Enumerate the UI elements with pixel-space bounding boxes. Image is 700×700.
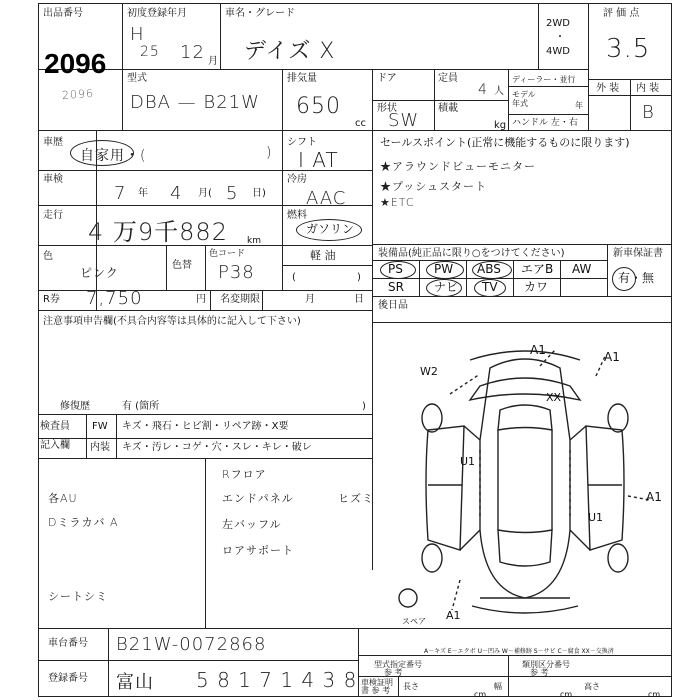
reg-year-value: 25 <box>140 44 160 60</box>
equip-abs-circle <box>472 261 512 279</box>
mileage-label: 走行 <box>43 210 63 221</box>
displacement-unit: cc <box>355 118 366 129</box>
repair-label: 修復歴 <box>60 401 90 412</box>
length-label: 長さ <box>403 682 419 691</box>
sales-points-label: セールスポイント(正常に機能するものに限ります) <box>380 136 630 149</box>
mark-u1-left: U1 <box>460 455 476 468</box>
handle-label: ハンドル 左・右 <box>512 118 578 128</box>
inspection-day: 5 <box>226 183 239 204</box>
model-value: デイズ X <box>244 39 336 64</box>
plate-label: 登録番号 <box>48 673 88 684</box>
height-label: 高さ <box>584 682 600 691</box>
equipment-label: 装備品(純正品に限り○をつけてください) <box>378 248 565 259</box>
color-code-value: P38 <box>218 262 255 283</box>
mark-xx: XX <box>546 391 562 404</box>
inspection-day-unit: 日) <box>252 188 266 199</box>
equip-pw-circle <box>426 261 464 279</box>
equip-sr: SR <box>388 280 404 294</box>
load-label: 積載 <box>438 103 458 114</box>
color-swap-label: 色替 <box>172 260 192 271</box>
height-unit: cm <box>648 690 661 699</box>
capacity-unit: 人 <box>494 86 504 97</box>
ac-label: 冷房 <box>287 174 307 185</box>
usage-value: 自家用・( <box>80 148 147 164</box>
type-designation-sub: 参 考 <box>384 668 403 677</box>
recycle-value: 7,750 <box>86 288 143 309</box>
fuel-value: ガソリン <box>306 222 355 236</box>
comment-side: ヒズミ <box>338 492 374 505</box>
chassis-label: 車台番号 <box>48 638 88 649</box>
fw-items: キズ・飛石・ヒビ割・リペア跡・X要 <box>122 421 289 432</box>
usage-label: 車歴 <box>43 137 63 148</box>
interior-items: キズ・汚レ・コゲ・穴・スレ・キレ・破レ <box>122 442 312 453</box>
equip-airbag: エアB <box>521 262 554 276</box>
shift-value: I AT <box>298 148 339 172</box>
mark-a1-right: A1 <box>646 490 662 504</box>
usage-close: ) <box>266 145 273 161</box>
inspector-label: 検査員 <box>40 421 70 432</box>
plate-number: 5 8 1 7 1 4 3 8 <box>196 668 358 692</box>
warranty-circle <box>612 267 636 291</box>
drive-4wd: 4WD <box>546 46 570 57</box>
comment-right-4: ロアサポート <box>222 544 294 557</box>
mark-w2: W2 <box>420 365 438 378</box>
reg-month-unit: 月 <box>208 56 218 67</box>
lot-number-faint: 2096 <box>61 86 95 103</box>
length-unit: cm <box>474 690 487 699</box>
lot-number-label: 出品番号 <box>43 8 83 19</box>
interior-grade: B <box>642 102 655 123</box>
equip-ps: PS <box>388 262 403 276</box>
equip-ps-circle <box>380 261 416 279</box>
comment-right-3: 左バッフル <box>222 518 282 531</box>
color-label: 色 <box>43 251 53 262</box>
fuel-label: 燃料 <box>287 210 307 221</box>
comment-left-2: Dミラカバ A <box>48 516 119 529</box>
equip-aw: AW <box>572 262 592 276</box>
damage-legend: A－キズ E－エクボ U－凹み W－補修跡 S－サビ C－腐食 XX－交換済 <box>424 648 614 655</box>
ownership-day: 日 <box>354 294 364 305</box>
model-year-unit: 年 <box>575 101 583 110</box>
body-value: SW <box>388 110 420 131</box>
comment-left-1: 各AU <box>48 492 78 505</box>
warranty-label: 新車保証書 <box>613 248 663 259</box>
type-label: 型式 <box>127 73 147 84</box>
lot-number: 2096 <box>44 48 107 79</box>
class-label: 類別区分番号 <box>522 660 570 669</box>
fuel-alt: 軽 油 <box>310 249 336 262</box>
mark-a1-rear: A1 <box>446 609 461 622</box>
inspection-label: 車検 <box>43 174 63 185</box>
inspection-month-unit: 月( <box>198 188 212 199</box>
recycle-unit: 円 <box>196 294 206 305</box>
load-unit: kg <box>494 120 507 131</box>
equip-navi-circle <box>426 279 462 297</box>
recycle-label: R券 <box>43 294 60 305</box>
equip-leather: カワ <box>524 280 549 294</box>
fuel-paren-close: ) <box>357 272 361 283</box>
comment-right-2: エンドパネル <box>222 492 294 505</box>
mark-a1-front: A1 <box>530 343 546 357</box>
body-label: 形状 <box>377 103 397 114</box>
comment-right-1: Rフロア <box>222 468 267 481</box>
displacement-label: 排気量 <box>287 73 317 84</box>
equip-navi: ナビ <box>434 280 459 294</box>
ac-value: AAC <box>306 188 347 209</box>
later-label: 後日品 <box>378 300 408 311</box>
class-sub: 参 考 <box>530 668 549 677</box>
color-code-label: 色コード <box>209 249 246 259</box>
ownership-label: 名変期限 <box>220 294 260 305</box>
equip-tv: TV <box>482 280 498 294</box>
reg-year-era: H <box>130 24 145 45</box>
score-label: 評 価 点 <box>603 8 640 19</box>
equip-tv-circle <box>474 279 506 297</box>
reg-year-label: 初度登録年月 <box>127 8 187 19</box>
color-value: ピンク <box>80 266 119 280</box>
exterior-label: 外 装 <box>596 83 620 94</box>
score-value: 3.5 <box>606 34 651 64</box>
notes-label: 注意事項申告欄(不具合内容等は具体的に記入して下さい) <box>43 316 301 327</box>
sales-point-3: ★ETC <box>380 196 415 209</box>
model-label: 車名・グレード <box>225 8 295 19</box>
type-value: DBA — B21W <box>130 92 260 113</box>
inspection-year: 7 <box>114 183 127 204</box>
mark-a1-front-right: A1 <box>604 350 620 364</box>
mileage-value: 4 万9千882 <box>88 218 228 246</box>
plate-region: 富山 <box>116 672 154 693</box>
interior-label: 内 装 <box>636 83 660 94</box>
entry-label: 記入欄 <box>40 440 70 451</box>
sales-point-1: ★アラウンドビューモニター <box>380 160 536 173</box>
width-label: 幅 <box>494 682 502 691</box>
shift-label: シフト <box>287 137 317 148</box>
chassis-value: B21W-0072868 <box>116 634 267 655</box>
capacity-label: 定員 <box>438 73 458 84</box>
mileage-unit: km <box>247 236 261 246</box>
displacement-value: 650 <box>296 94 341 119</box>
reg-month-value: 12 <box>180 42 205 63</box>
comment-left-4: シートシミ <box>48 590 108 603</box>
width-unit: cm <box>560 690 573 699</box>
repair-close: ) <box>362 401 366 412</box>
repair-value: 有 (箇所 <box>122 401 160 412</box>
capacity-value: 4 <box>478 82 488 98</box>
inspection-month: 4 <box>170 183 183 204</box>
ownership-month: 月 <box>305 294 315 305</box>
drive-dot: ・ <box>555 32 565 43</box>
drive-2wd: 2WD <box>546 18 570 29</box>
spare-label: スペア <box>402 617 426 626</box>
equip-abs: ABS <box>477 262 501 276</box>
cert-label: 車検証明書 参 考 <box>361 678 393 695</box>
dealer-label: ディーラー・並行 <box>512 75 576 84</box>
interior-items-label: 内装 <box>90 442 110 453</box>
fw-label: FW <box>92 421 108 432</box>
warranty-value: 有・無 <box>618 271 655 285</box>
type-designation-label: 型式指定番号 <box>374 660 422 669</box>
fuel-paren-open: ( <box>292 272 296 283</box>
doors-label: ドア <box>377 73 397 84</box>
equip-pw: PW <box>434 262 454 276</box>
inspection-year-unit: 年 <box>138 188 148 199</box>
model-year-label: モデル 年式 <box>512 90 536 108</box>
mark-u1-right: U1 <box>588 511 604 524</box>
sales-point-2: ★プッシュスタート <box>380 180 488 193</box>
